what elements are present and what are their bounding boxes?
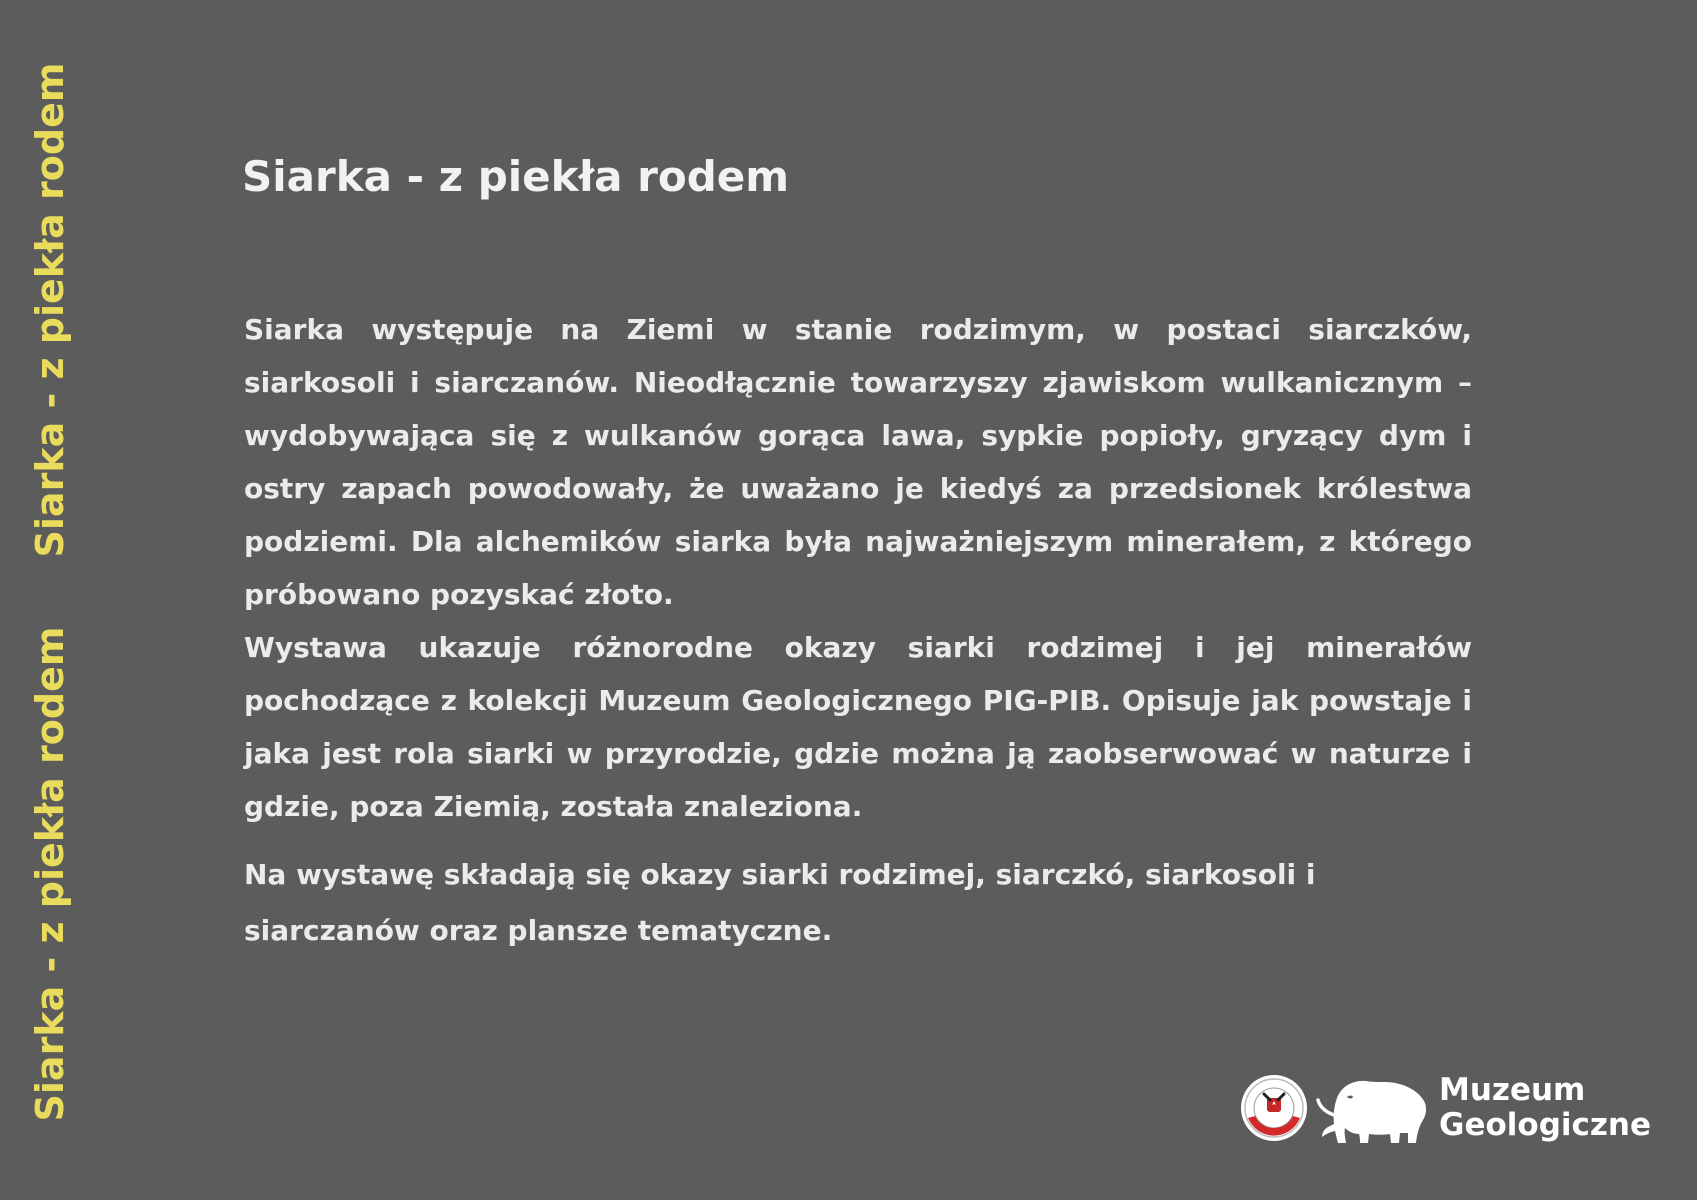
paragraph-contents: Na wystawę składają się okazy siarki rodzimej, siarczkó, siarkosoli i siarczanów oraz plansze tematyczne. [244,858,1316,947]
description [244,303,1472,959]
brand-line-2: Geologiczne [1439,1107,1652,1143]
paragraph-exhibition: Wystawa ukazuje różnorodne okazy siarki rodzimej i jej minerałów pochodzące z kolekcji Muzeum Geologicznego PIG-PIB. Opisuje jak powstaje i jaka jest rola siarki w przyrodzie, gdzie można ją zaobserwować w naturze i gdzie, poza Ziemią, została znaleziona. [244,631,1472,823]
mammoth-icon [1316,1072,1431,1144]
paragraph-intro: Siarka występuje na Ziemi w stanie rodzimym, w postaci siarczków, siarkosoli i siarczanów. Nieodłącznie towarzyszy zjawiskom wulkanicznym – wydobywająca się z wulkanów gorąca lawa, sypkie popioły, gryzący dym i ostry zapach powodowały, że uważano je kiedyś za przedsionek królestwa podziemi. Dla alchemików siarka była najważniejszym minerałem, z którego próbowano pozyskać złoto. [244,313,1472,611]
page-title: Siarka - z piekła rodem [242,152,790,201]
side-title-bottom: Siarka - z piekła rodem [28,626,72,1122]
brand-line-1: Muzeum [1439,1072,1586,1108]
side-title-top: Siarka - z piekła rodem [28,62,72,558]
footer-logos [1240,1068,1651,1148]
museum-wordmark [1439,1073,1651,1143]
pig-seal-icon [1240,1074,1308,1142]
